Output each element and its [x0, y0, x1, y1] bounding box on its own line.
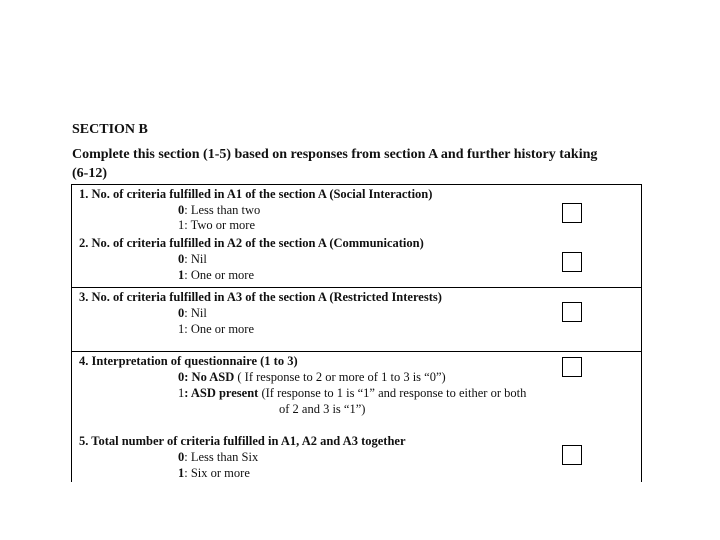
option-code: 1: [178, 218, 185, 232]
option-text: : Less than Six: [184, 450, 259, 464]
question-4-option-1: [178, 385, 526, 401]
option-label: : ASD present: [184, 386, 259, 400]
question-3-row: [72, 287, 641, 352]
question-1-text: 1. No. of criteria fulfilled in A1 of the section A (Social Interaction): [79, 187, 433, 201]
option-text: : Nil: [184, 252, 207, 266]
question-5-option-0: [178, 449, 258, 465]
question-3-option-1: [178, 321, 254, 337]
question-2-answer-box[interactable]: [562, 252, 582, 272]
option-code: 1: [178, 466, 185, 480]
option-code: 0: [178, 203, 185, 217]
option-code: 1: [178, 386, 185, 400]
option-text: : One or more: [184, 268, 255, 282]
option-code: 0: [178, 252, 185, 266]
option-text: : Less than two: [184, 203, 261, 217]
option-text: : Six or more: [184, 466, 250, 480]
option-code: 0: [178, 370, 185, 384]
option-code: 1: [178, 268, 185, 282]
option-code: 0: [178, 450, 185, 464]
question-5-option-1: [178, 465, 250, 481]
section-title: SECTION B: [72, 122, 148, 137]
question-4-option-0: [178, 369, 446, 385]
question-3-option-0: [178, 305, 207, 321]
question-2-option-0: [178, 251, 207, 267]
option-code: 0: [178, 306, 185, 320]
question-1-row: [72, 184, 641, 236]
question-3-answer-box[interactable]: [562, 302, 582, 322]
option-label: : No ASD: [184, 370, 235, 384]
option-text: (If response to 1 is “1” and response to either or both: [258, 386, 527, 400]
question-5-answer-box[interactable]: [562, 445, 582, 465]
question-4-answer-box[interactable]: [562, 357, 582, 377]
section-intro: Complete this section (1-5) based on responses from section A and further history taking (6-12): [72, 147, 598, 181]
question-2-option-1: [178, 267, 254, 283]
question-3-text: 3. No. of criteria fulfilled in A3 of the section A (Restricted Interests): [79, 290, 442, 304]
option-text: ( If response to 2 or more of 1 to 3 is “0”): [234, 370, 446, 384]
question-5-text: 5. Total number of criteria fulfilled in A1, A2 and A3 together: [79, 434, 406, 448]
question-4-text: 4. Interpretation of questionnaire (1 to 3): [79, 354, 298, 368]
question-1-answer-box[interactable]: [562, 203, 582, 223]
option-code: 1: [178, 322, 185, 336]
section-header: [72, 121, 632, 183]
option-text: : Two or more: [184, 218, 256, 232]
question-1-option-1: [178, 217, 255, 233]
question-2-text: 2. No. of criteria fulfilled in A2 of the section A (Communication): [79, 236, 424, 250]
option-text: : Nil: [184, 306, 207, 320]
question-4-option-1-continuation: of 2 and 3 is “1”): [279, 402, 366, 416]
option-text: : One or more: [184, 322, 255, 336]
question-5-row: [72, 433, 641, 482]
question-1-option-0: [178, 202, 260, 218]
question-2-row: [72, 235, 641, 287]
section-b-form: [71, 184, 642, 482]
question-4-row: [72, 351, 641, 434]
